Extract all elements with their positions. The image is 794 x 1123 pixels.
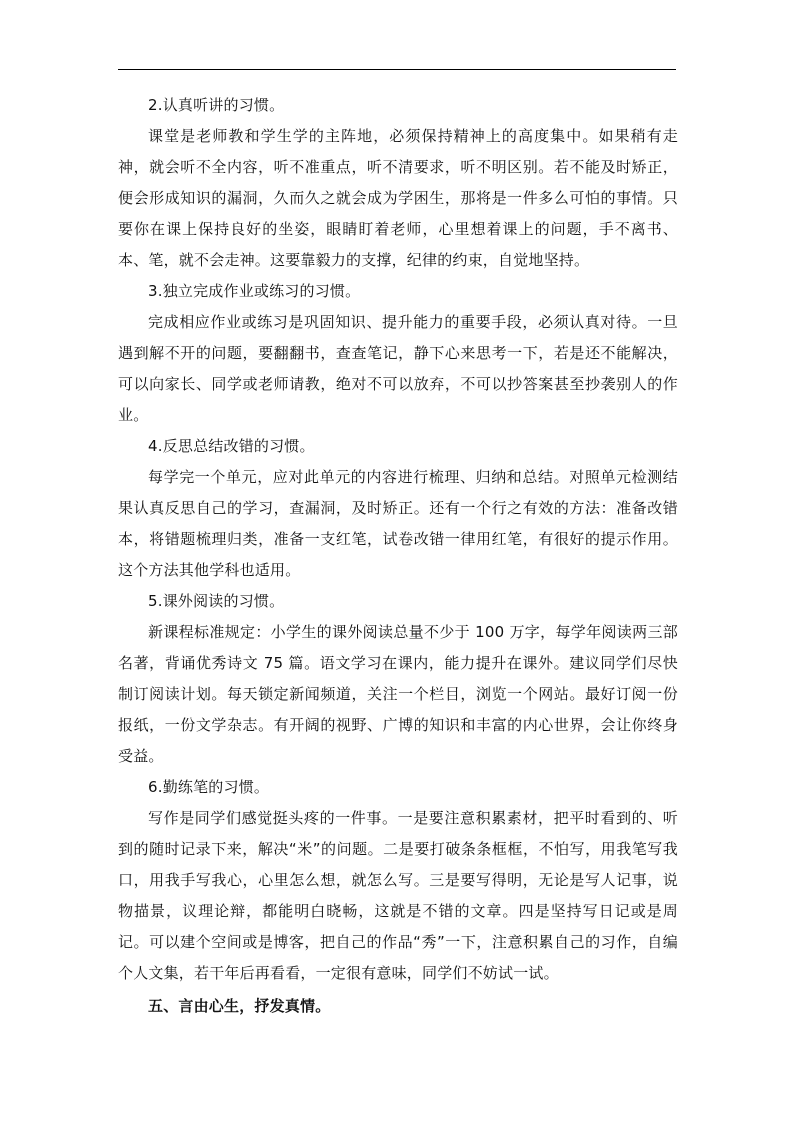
paragraph-writing-habit: 写作是同学们感觉挺头疼的一件事。一是要注意积累素材，把平时看到的、听到的随时记录下来，解决“米”的问题。二是要打破条条框框，不怕写，用我笔写我口，用我手写我心，心里怎么想，就怎么写。三是要写得明，无论是写人记事，说物描景，议理论辩，都能明白晓畅，这就是不错的文章。四是坚持写日记或是周记。可以建个空间或是博客，把自己的作品“秀”一下，注意积累自己的习作，自编个人文集，若干年后再看看，一定很有意味，同学们不妨试一试。: [118, 809, 678, 982]
document-body: [118, 90, 678, 1022]
subheading-listening-habit: 2.认真听讲的习惯。: [148, 96, 285, 114]
paragraph-listening-habit: 课堂是老师教和学生学的主阵地，必须保持精神上的高度集中。如果稍有走神，就会听不全内容，听不准重点，听不清要求，听不明区别。若不能及时矫正，便会形成知识的漏洞，久而久之就会成为学困生，那将是一件多么可怕的事情。只要你在课上保持良好的坐姿，眼睛盯着老师，心里想着课上的问题，手不离书、本、笔，就不会走神。这要靠毅力的支撑，纪律的约束，自觉地坚持。: [118, 127, 678, 269]
header-rule: [118, 69, 676, 70]
subheading-homework-habit: 3.独立完成作业或练习的习惯。: [148, 282, 361, 300]
paragraph-reflection-habit: 每学完一个单元，应对此单元的内容进行梳理、归纳和总结。对照单元检测结果认真反思自己的学习，查漏洞，及时矫正。还有一个行之有效的方法：准备改错本，将错题梳理归类，准备一支红笔，试卷改错一律用红笔，有很好的提示作用。这个方法其他学科也适用。: [118, 468, 678, 579]
subheading-reflection-habit: 4.反思总结改错的习惯。: [148, 437, 315, 455]
section-heading-five: 五、言由心生，抒发真情。: [148, 997, 331, 1015]
paragraph-homework-habit: 完成相应作业或练习是巩固知识、提升能力的重要手段，必须认真对待。一旦遇到解不开的问题，要翻翻书，查查笔记，静下心来思考一下，若是还不能解决，可以向家长、同学或老师请教，绝对不可以放弃，不可以抄答案甚至抄袭别人的作业。: [118, 313, 678, 424]
paragraph-reading-habit: 新课程标准规定：小学生的课外阅读总量不少于 100 万字，每学年阅读两三部名著，背诵优秀诗文 75 篇。语文学习在课内，能力提升在课外。建议同学们尽快制订阅读计划。每天锁定新闻频道，关注一个栏目，浏览一个网站。最好订阅一份报纸，一份文学杂志。有开阔的视野、广博的知识和丰富的内心世界，会让你终身受益。: [118, 623, 678, 765]
subheading-writing-habit: 6.勤练笔的习惯。: [148, 778, 270, 796]
subheading-reading-habit: 5.课外阅读的习惯。: [148, 592, 285, 610]
